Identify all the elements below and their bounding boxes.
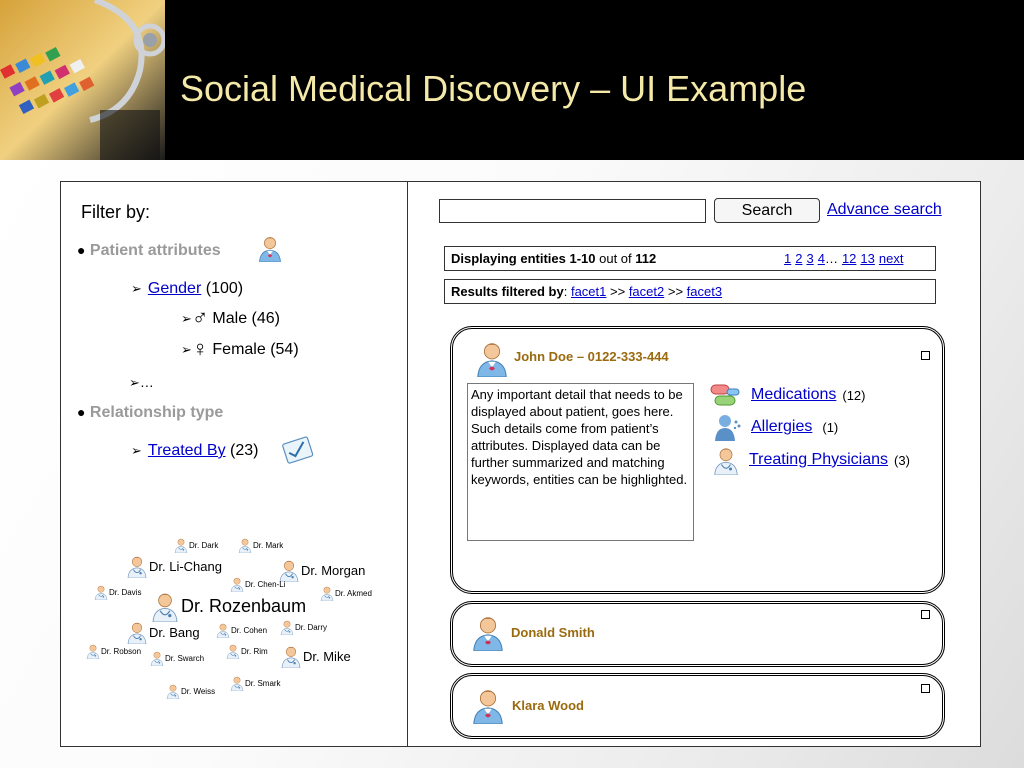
doctor-tag[interactable]: Dr. Smark <box>229 675 281 691</box>
male-filter[interactable] <box>181 305 280 330</box>
medical-illustration <box>0 0 165 160</box>
section-label-relationship-type: Relationship type <box>89 404 224 421</box>
select-checkbox[interactable] <box>921 610 930 619</box>
clipboard-check-icon <box>279 436 317 466</box>
patient-icon <box>469 686 507 724</box>
gender-count: (100) <box>205 280 244 297</box>
doctor-tag[interactable]: Dr. Cohen <box>215 622 267 638</box>
female-symbol-icon: ♀ <box>191 336 209 361</box>
male-symbol-icon: ♂ <box>191 305 209 330</box>
facet-medications[interactable]: Medications (12) <box>709 383 866 407</box>
display-middle: out of <box>595 251 636 266</box>
page-link[interactable]: 12 <box>841 251 857 266</box>
physician-icon <box>711 445 741 475</box>
facet-treating-physicians[interactable]: Treating Physicians (3) <box>711 445 910 475</box>
doctor-tag[interactable]: Dr. Li-Chang <box>125 554 222 578</box>
arrow-bullet-icon: ➢ <box>131 443 142 458</box>
relationship-type-section[interactable] <box>77 404 223 422</box>
slide-title: Social Medical Discovery – UI Example <box>180 68 807 109</box>
patient-detail-summary: Any important detail that needs to be displayed about patient, goes here. Such details come from patient’s attributes. Displayed data can be further summarized and matching keywords, entities can be highlighted. <box>467 383 694 541</box>
gender-filter[interactable] <box>131 280 243 298</box>
patient-name[interactable]: Donald Smith <box>511 625 595 640</box>
page-link[interactable]: 1 <box>784 251 792 266</box>
ui-mockup <box>60 181 981 747</box>
patient-name[interactable]: John Doe – 0122-333-444 <box>514 349 669 364</box>
arrow-bullet-icon: ➢ <box>181 311 192 326</box>
search-button[interactable]: Search <box>714 198 820 223</box>
advanced-search-link[interactable]: Advance search <box>827 201 942 218</box>
bullet: ● <box>77 404 86 420</box>
search-input[interactable] <box>439 199 706 223</box>
patient-icon <box>256 234 284 262</box>
doctor-tag[interactable]: Dr. Rozenbaum <box>149 590 306 622</box>
doctor-icon <box>125 620 149 644</box>
display-prefix: Displaying entities <box>451 251 570 266</box>
doctor-icon <box>85 643 101 659</box>
doctor-icon <box>237 537 253 553</box>
female-label: Female (54) <box>212 341 299 358</box>
male-label: Male (46) <box>212 310 280 327</box>
doctor-icon <box>229 675 245 691</box>
doctor-tag[interactable]: Dr. Bang <box>125 620 200 644</box>
patient-icon <box>473 339 511 377</box>
facet-link[interactable]: facet3 <box>686 284 723 299</box>
pagination <box>784 247 907 270</box>
bullet: ● <box>77 242 86 258</box>
doctor-tag[interactable]: Dr. Dark <box>173 537 218 553</box>
facet-link[interactable]: facet1 <box>570 284 607 299</box>
doctor-icon <box>173 537 189 553</box>
doctor-icon <box>319 585 335 601</box>
patient-icon <box>469 613 507 651</box>
doctor-tag[interactable]: Dr. Davis <box>93 584 141 600</box>
doctor-tag[interactable]: Dr. Akmed <box>319 585 372 601</box>
female-filter[interactable] <box>181 336 299 361</box>
doctor-icon <box>165 683 181 699</box>
treated-by-link[interactable]: Treated By <box>147 442 226 459</box>
page-ellipsis: … <box>824 251 838 266</box>
treated-by-count: (23) <box>230 442 259 459</box>
pane-divider <box>407 182 408 746</box>
section-label-patient-attributes: Patient attributes <box>89 242 221 259</box>
arrow-bullet-icon: ➢ <box>181 342 192 357</box>
facet-link[interactable]: facet2 <box>628 284 665 299</box>
display-total: 112 <box>635 251 657 266</box>
page-link[interactable]: 13 <box>860 251 875 266</box>
doctor-icon <box>279 619 295 635</box>
page-link[interactable]: 3 <box>806 251 814 266</box>
more-filters[interactable] <box>129 374 154 391</box>
doctor-tag[interactable]: Dr. Rim <box>225 643 268 659</box>
doctor-tag[interactable]: Dr. Darry <box>279 619 327 635</box>
treated-by-filter[interactable] <box>131 442 258 460</box>
patient-name[interactable]: Klara Wood <box>512 698 584 713</box>
page-link[interactable]: 4 <box>817 251 825 266</box>
result-card-expanded[interactable] <box>450 326 945 594</box>
doctor-tag[interactable]: Dr. Robson <box>85 643 141 659</box>
results-count-bar <box>444 246 936 271</box>
arrow-bullet-icon: ➢ <box>131 281 142 296</box>
filtered-by-bar: Results filtered by: facet1 >> facet2 >> facet3 <box>444 279 936 304</box>
doctor-tag[interactable]: Dr. Mark <box>237 537 283 553</box>
slide-header <box>0 0 1024 160</box>
doctor-tag[interactable]: Dr. Mike <box>279 644 351 668</box>
more-label: … <box>139 374 154 390</box>
result-card[interactable] <box>450 673 945 739</box>
doctor-tag[interactable]: Dr. Weiss <box>165 683 215 699</box>
select-checkbox[interactable] <box>921 351 930 360</box>
facet-allergies[interactable]: Allergies (1) <box>713 413 838 441</box>
pills-icon <box>709 383 743 407</box>
doctor-tag[interactable]: Dr. Chen-Li <box>229 576 285 592</box>
allergy-person-icon <box>713 413 741 441</box>
doctor-icon <box>149 590 181 622</box>
doctor-icon <box>279 644 303 668</box>
result-card[interactable] <box>450 601 945 667</box>
doctor-icon <box>149 650 165 666</box>
doctor-tag[interactable]: Dr. Swarch <box>149 650 204 666</box>
page-link[interactable]: 2 <box>795 251 803 266</box>
doctor-icon <box>125 554 149 578</box>
patient-attributes-section[interactable] <box>77 242 221 260</box>
arrow-bullet-icon: ➢ <box>129 375 140 390</box>
gender-link[interactable]: Gender <box>147 280 202 297</box>
display-range: 1-10 <box>569 251 596 266</box>
next-page-link[interactable]: next <box>878 251 904 266</box>
doctor-tag[interactable]: Dr. Morgan <box>277 558 365 582</box>
filtered-prefix: Results filtered by <box>451 284 564 299</box>
filter-heading: Filter by: <box>81 202 151 222</box>
select-checkbox[interactable] <box>921 684 930 693</box>
doctor-icon <box>93 584 109 600</box>
doctor-icon <box>225 643 241 659</box>
doctor-icon <box>215 622 231 638</box>
